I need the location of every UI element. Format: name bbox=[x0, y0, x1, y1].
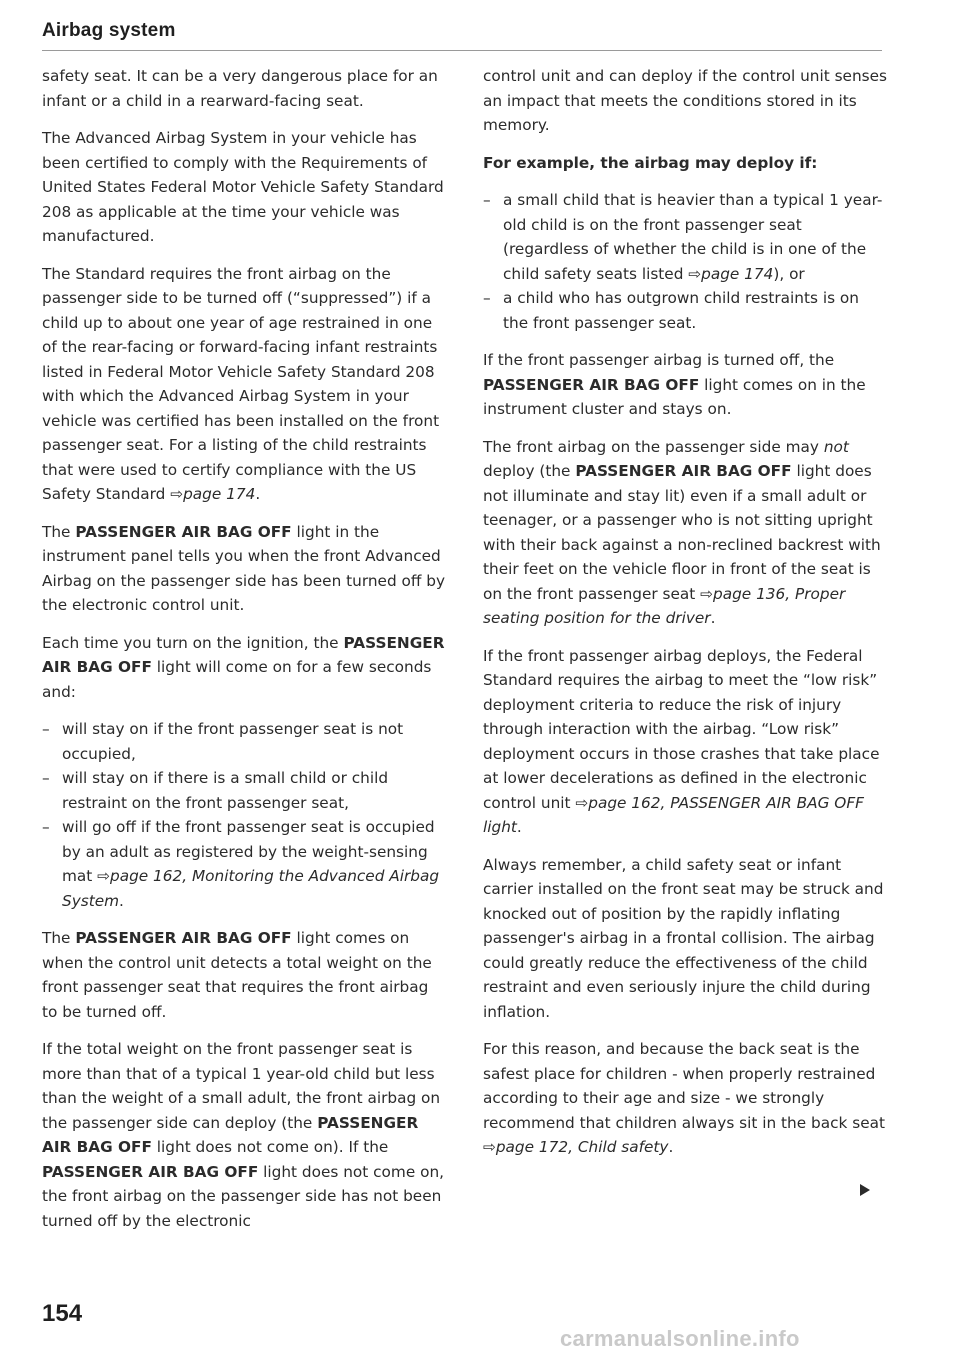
reference-arrow-icon: ⇨ bbox=[700, 584, 713, 603]
page-reference-link[interactable]: page 174 bbox=[701, 264, 774, 283]
paragraph: The Standard requires the front airbag on the passenger side to be turned off (“suppressed”) if a child up to about one year of age restrained in one of the rear-facing or forward-facing infant restraints listed in Federal Motor Vehicle Safety Standard 208 with which the Advanced Airbag System in your vehicle was certified has been installed on the front passenger seat. For a listing of the child restraints that were used to certify compliance with the US Safety Standard ⇨page 174. bbox=[42, 264, 440, 503]
right-column bbox=[483, 64, 888, 1173]
paragraph: The PASSENGER AIR BAG OFF light comes on when the control unit detects a total weight on the front passenger seat that requires the front airbag to be turned off. bbox=[42, 929, 432, 1021]
page-reference-link[interactable]: page 162, PASSENGER AIR BAG OFF light bbox=[483, 793, 864, 836]
paragraph: Always remember, a child safety seat or infant carrier installed on the front seat may be struck and knocked out of position by the rapidly inflating passenger's airbag in a frontal collision. The airbag could greatly reduce the effectiveness of the child restraint and even seriously injure the child during inflation. bbox=[483, 855, 884, 1021]
list-item: – a child who has outgrown child restraints is on the front passenger seat. bbox=[483, 286, 888, 335]
page-number: 154 bbox=[42, 1300, 83, 1327]
paragraph: control unit and can deploy if the control unit senses an impact that meets the conditions stored in its memory. bbox=[483, 67, 888, 134]
header-divider bbox=[42, 50, 882, 51]
emphasis: not bbox=[823, 437, 849, 456]
paragraph: If the total weight on the front passenger seat is more than that of a typical 1 year-old child but less than the weight of a small adult, the front airbag on the passenger side can deploy (the PASSENGER AIR BAG OFF light does not come on). If the PASSENGER AIR BAG OFF light does not come on, the front airbag on the passenger side has not been turned off by the electronic bbox=[42, 1040, 445, 1230]
continue-arrow-icon bbox=[860, 1184, 870, 1196]
list-item: – a small child that is heavier than a typical 1 year-old child is on the front passenger seat (regardless of whether the child is in one of the child safety seats listed ⇨page 174), or bbox=[483, 188, 888, 286]
page-reference-link[interactable]: page 172, Child safety bbox=[495, 1138, 669, 1156]
paragraph: If the front passenger airbag is turned off, the PASSENGER AIR BAG OFF light comes on in the instrument cluster and stays on. bbox=[483, 351, 866, 418]
paragraph: Each time you turn on the ignition, the PASSENGER AIR BAG OFF light will come on for a few seconds and: bbox=[42, 633, 445, 701]
watermark: carmanualsonline.info bbox=[560, 1326, 800, 1351]
deploy-conditions-list bbox=[483, 188, 888, 335]
warning-light-name: PASSENGER AIR BAG OFF bbox=[575, 462, 792, 480]
warning-light-name: PASSENGER AIR BAG OFF bbox=[42, 633, 445, 676]
subheading: For example, the airbag may deploy if: bbox=[483, 153, 818, 172]
reference-arrow-icon: ⇨ bbox=[575, 793, 589, 812]
paragraph: The Advanced Airbag System in your vehicle has been certified to comply with the Requirements of United States Federal Motor Vehicle Safety Standard 208 as applicable at the time your vehicle was manufactured. bbox=[42, 129, 444, 245]
warning-light-name: PASSENGER AIR BAG OFF bbox=[42, 1113, 419, 1156]
paragraph: If the front passenger airbag deploys, the Federal Standard requires the airbag to meet the “low risk” deployment criteria to reduce the risk of injury through interaction with the airbag. “Low risk” deployment occurs in those crashes that take place at lower decelerations as defined in the electronic control unit ⇨page 162, PASSENGER AIR BAG OFF light. bbox=[483, 646, 880, 836]
reference-arrow-icon: ⇨ bbox=[688, 264, 702, 283]
list-item: – will stay on if there is a small child or child restraint on the front passenger seat, bbox=[42, 766, 447, 815]
paragraph: safety seat. It can be a very dangerous place for an infant or a child in a rearward-facing seat. bbox=[42, 67, 438, 110]
warning-light-name: PASSENGER AIR BAG OFF bbox=[75, 522, 292, 541]
reference-arrow-icon: ⇨ bbox=[170, 485, 184, 503]
reference-arrow-icon: ⇨ bbox=[97, 867, 110, 885]
paragraph: For this reason, and because the back seat is the safest place for children - when properly restrained according to their age and size - we strongly recommend that children always sit in the back seat ⇨page 172, Child safety. bbox=[483, 1040, 885, 1156]
list-item: – will go off if the front passenger seat is occupied by an adult as registered by the weight-sensing mat ⇨page 162, Monitoring the Advanced Airbag System. bbox=[42, 815, 447, 913]
warning-light-name: PASSENGER AIR BAG OFF bbox=[42, 1162, 259, 1181]
paragraph: The PASSENGER AIR BAG OFF light in the instrument panel tells you when the front Advanced Airbag on the passenger side has been turned off by the electronic control unit. bbox=[42, 522, 446, 614]
section-title: Airbag system bbox=[42, 20, 176, 41]
page-reference-link[interactable]: page 174 bbox=[183, 485, 256, 503]
paragraph: The front airbag on the passenger side may not deploy (the PASSENGER AIR BAG OFF light does not illuminate and stay lit) even if a small adult or teenager, or a passenger who is not sitting upright with their back against a non-reclined backrest with their feet on the vehicle floor in front of the seat is on the front passenger seat ⇨page 136, Proper seating position for the driver. bbox=[483, 437, 881, 627]
reference-arrow-icon: ⇨ bbox=[483, 1138, 496, 1156]
warning-light-name: PASSENGER AIR BAG OFF bbox=[483, 375, 700, 394]
list-item: – will stay on if the front passenger seat is not occupied, bbox=[42, 717, 447, 766]
condition-list bbox=[42, 717, 447, 913]
page-reference-link[interactable]: page 136, Proper seating position for the driver bbox=[483, 584, 846, 627]
left-column bbox=[42, 64, 447, 1246]
warning-light-name: PASSENGER AIR BAG OFF bbox=[75, 929, 292, 947]
page-reference-link[interactable]: page 162, Monitoring the Advanced Airbag System bbox=[62, 867, 440, 910]
